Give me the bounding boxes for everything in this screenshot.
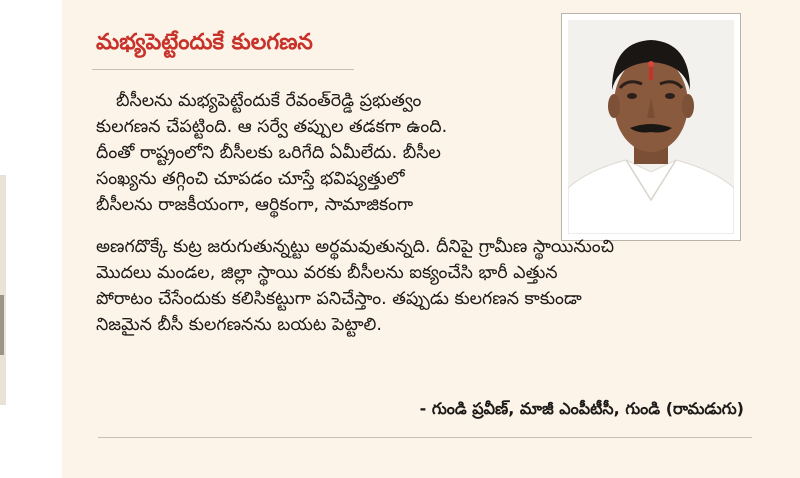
- article-body-line: దీంతో రాష్ట్రంలోని బీసీలకు ఒరిగేది ఏమీలేదు. బీసీల: [96, 143, 441, 163]
- headline-underline: [92, 69, 354, 70]
- article-headline: మభ్యపెట్టేందుకే కులగణన: [96, 30, 313, 55]
- person-portrait-image: [568, 20, 734, 234]
- page-edge-shadow: [0, 295, 4, 355]
- article-body-line: కులగణన చేపట్టింది. ఆ సర్వే తప్పుల తడకగా ఉంది.: [96, 117, 448, 137]
- article-body-line: మొదలు మండల, జిల్లా స్థాయి వరకు బీసీలను ఐక్యంచేసి భారీ ఎత్తున: [96, 263, 558, 283]
- article-body-line: బీసీలను మభ్యపెట్టేందుకే రేవంత్‌రెడ్డి ప్రభుత్వం: [116, 91, 422, 111]
- article-body-line: బీసీలను రాజకీయంగా, ఆర్థికంగా, సామాజికంగా: [96, 195, 414, 215]
- article-body-line: పోరాటం చేసేందుకు కలిసికట్టుగా పనిచేస్తాం. తప్పుడు కులగణన కాకుండా: [96, 289, 582, 309]
- portrait-photo-frame: [561, 13, 741, 241]
- article-body-line: నిజమైన బీసీ కులగణనను బయట పెట్టాలి.: [96, 315, 382, 335]
- article-body-line: సంఖ్యను తగ్గించి చూపడం చూస్తే భవిష్యత్తులో: [96, 169, 405, 189]
- portrait-photo: [568, 20, 734, 234]
- bottom-divider: [98, 437, 752, 438]
- page-edge: [0, 175, 6, 405]
- article-signature: - గుండి ప్రవీణ్‌, మాజీ ఎంపీటీసీ, గుండి (రామడుగు): [419, 399, 744, 418]
- article-body-line: అణగదొక్కే కుట్ర జరుగుతున్నట్టు అర్థమవుతున్నది. దీనిపై గ్రామీణ స్థాయినుంచి: [96, 237, 615, 257]
